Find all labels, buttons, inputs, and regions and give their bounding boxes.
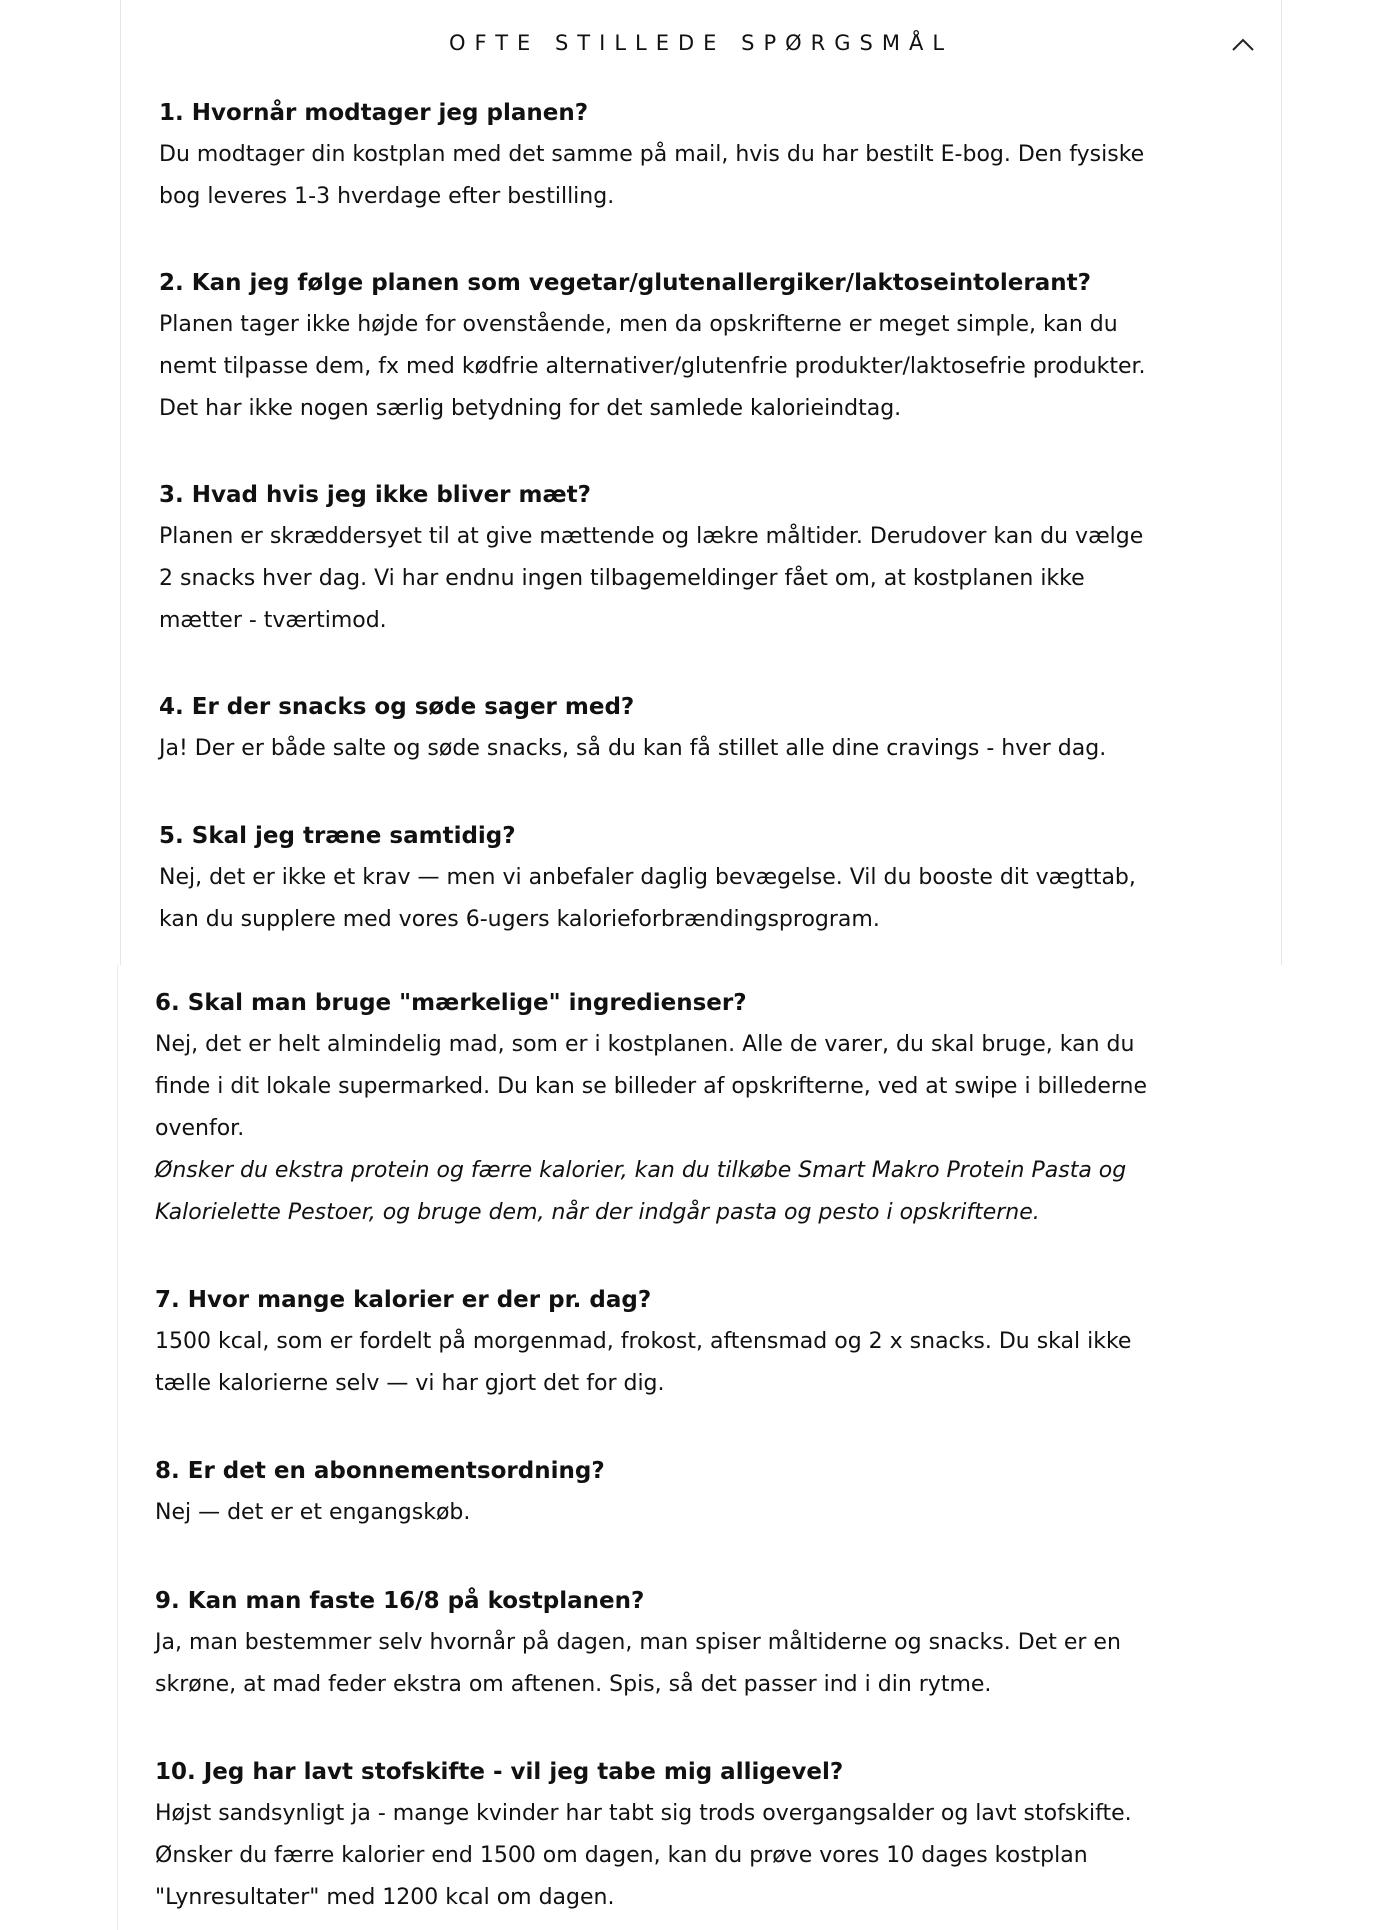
faq-answer-line: Planen er skræddersyet til at give mættende og lækre måltider. Derudover kan du vælge: [159, 524, 1144, 549]
faq-panel-top: [120, 0, 1282, 965]
faq-answer-line: skrøne, at mad feder ekstra om aftenen. Spis, så det passer ind i din rytme.: [155, 1672, 992, 1697]
faq-answer-line: bog leveres 1-3 hverdage efter bestilling.: [159, 184, 615, 209]
faq-answer-line: Du modtager din kostplan med det samme på mail, hvis du har bestilt E-bog. Den fysiske: [159, 142, 1145, 167]
faq-answer-line: Nej — det er et engangskøb.: [155, 1500, 471, 1525]
faq-answer-line: 2 snacks hver dag. Vi har endnu ingen tilbagemeldinger fået om, at kostplanen ikke: [159, 566, 1085, 591]
faq-question[interactable]: 2. Kan jeg følge planen som vegetar/glutenallergiker/laktoseintolerant?: [159, 270, 1091, 296]
faq-item-9: [155, 1580, 1245, 1706]
faq-item-10: [155, 1751, 1245, 1919]
faq-answer-line: Nej, det er helt almindelig mad, som er i kostplanen. Alle de varer, du skal bruge, kan du: [155, 1032, 1135, 1057]
faq-answer-line: Højst sandsynligt ja - mange kvinder har tabt sig trods overgangsalder og lavt stofskifte.: [155, 1801, 1132, 1826]
faq-answer-line: Ja! Der er både salte og søde snacks, så du kan få stillet alle dine cravings - hver dag.: [159, 736, 1107, 761]
faq-answer-line: Planen tager ikke højde for ovenstående, men da opskrifterne er meget simple, kan du: [159, 312, 1118, 337]
collapse-button[interactable]: [1225, 30, 1261, 60]
faq-item-4: [159, 686, 1249, 770]
faq-answer-italic-line: Ønsker du ekstra protein og færre kalorier, kan du tilkøbe Smart Makro Protein Pasta og: [155, 1158, 1127, 1183]
faq-question[interactable]: 3. Hvad hvis jeg ikke bliver mæt?: [159, 482, 591, 508]
faq-answer-italic-line: Kalorielette Pestoer, og bruge dem, når der indgår pasta og pesto i opskrifterne.: [155, 1200, 1040, 1225]
faq-title: OFTE STILLEDE SPØRGSMÅL: [448, 31, 954, 55]
faq-answer-line: Det har ikke nogen særlig betydning for det samlede kalorieindtag.: [159, 396, 902, 421]
faq-answer-line: ovenfor.: [155, 1116, 245, 1141]
faq-answer-line: Ja, man bestemmer selv hvornår på dagen, man spiser måltiderne og snacks. Det er en: [155, 1630, 1121, 1655]
faq-item-3: [159, 474, 1249, 642]
faq-question[interactable]: 5. Skal jeg træne samtidig?: [159, 823, 516, 849]
faq-item-8: [155, 1450, 1245, 1534]
faq-question[interactable]: 9. Kan man faste 16/8 på kostplanen?: [155, 1588, 645, 1614]
faq-answer-line: tælle kalorierne selv — vi har gjort det for dig.: [155, 1371, 665, 1396]
faq-answer-line: kan du supplere med vores 6-ugers kalorieforbrændingsprogram.: [159, 907, 880, 932]
faq-question[interactable]: 8. Er det en abonnementsordning?: [155, 1458, 605, 1484]
faq-answer-line: finde i dit lokale supermarked. Du kan se billeder af opskrifterne, ved at swipe i billederne: [155, 1074, 1148, 1099]
faq-answer-line: Nej, det er ikke et krav — men vi anbefaler daglig bevægelse. Vil du booste dit vægttab,: [159, 865, 1136, 890]
faq-question[interactable]: 7. Hvor mange kalorier er der pr. dag?: [155, 1287, 652, 1313]
chevron-up-icon: [1225, 30, 1261, 60]
faq-item-6: [155, 982, 1245, 1234]
faq-question[interactable]: 4. Er der snacks og søde sager med?: [159, 694, 635, 720]
faq-answer-line: 1500 kcal, som er fordelt på morgenmad, frokost, aftensmad og 2 x snacks. Du skal ikke: [155, 1329, 1132, 1354]
faq-answer-line: mætter - tværtimod.: [159, 608, 387, 633]
faq-item-1: [159, 92, 1249, 218]
faq-item-7: [155, 1279, 1245, 1405]
faq-answer-line: nemt tilpasse dem, fx med kødfrie alternativer/glutenfrie produkter/laktosefrie produkter.: [159, 354, 1146, 379]
faq-panel-bottom: [117, 965, 1278, 1930]
faq-answer-line: Ønsker du færre kalorier end 1500 om dagen, kan du prøve vores 10 dages kostplan: [155, 1843, 1088, 1868]
faq-item-2: [159, 262, 1249, 430]
faq-question[interactable]: 6. Skal man bruge "mærkelige" ingredienser?: [155, 990, 747, 1016]
faq-answer-line: "Lynresultater" med 1200 kcal om dagen.: [155, 1885, 615, 1910]
faq-question[interactable]: 1. Hvornår modtager jeg planen?: [159, 100, 589, 126]
faq-item-5: [159, 815, 1249, 941]
faq-header[interactable]: [121, 0, 1281, 88]
faq-question[interactable]: 10. Jeg har lavt stofskifte - vil jeg tabe mig alligevel?: [155, 1759, 844, 1785]
